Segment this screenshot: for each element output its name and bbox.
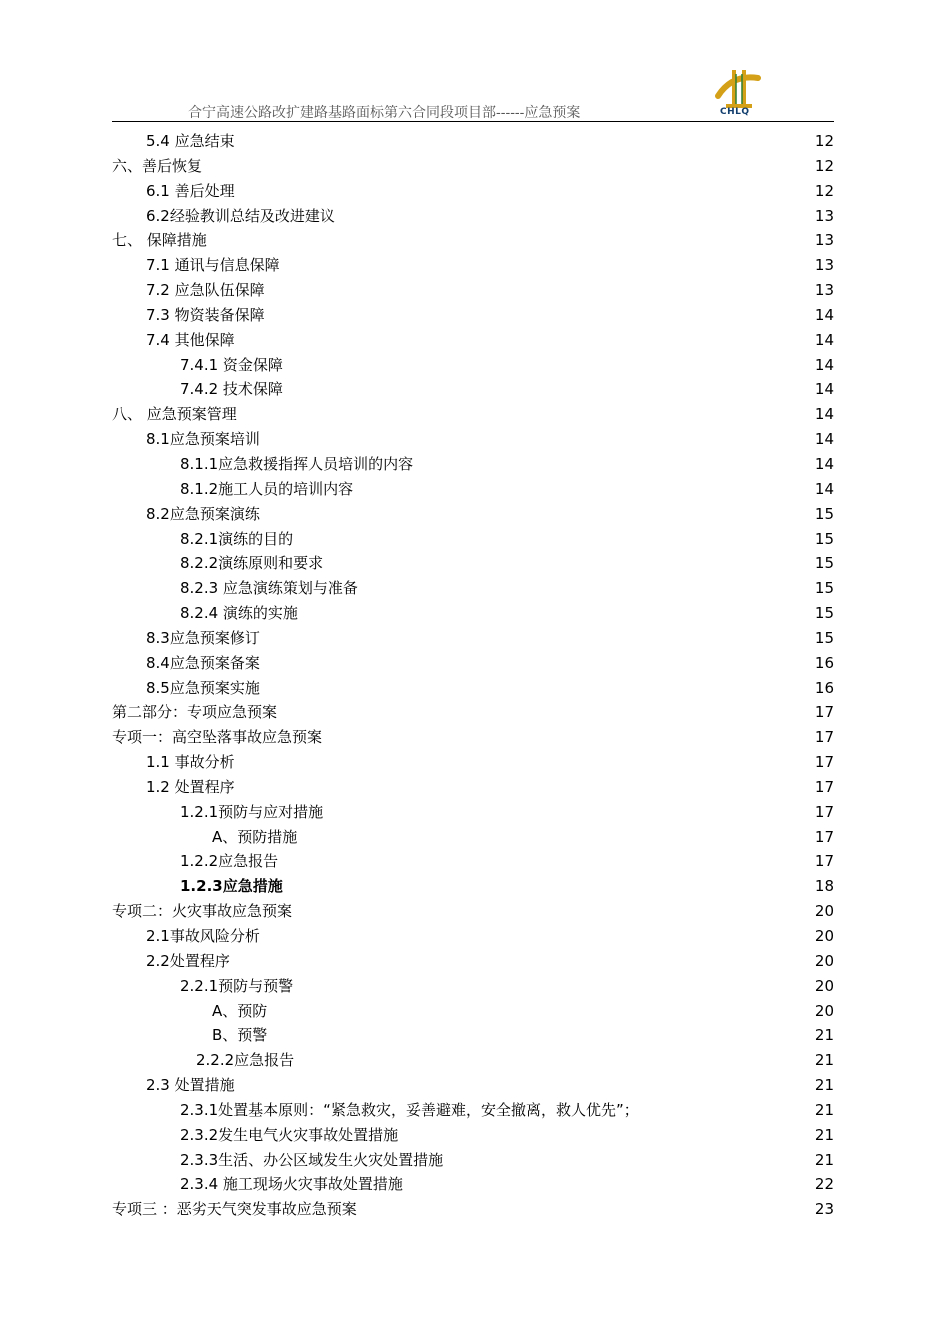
toc-entry[interactable]	[112, 1048, 834, 1073]
toc-entry[interactable]	[112, 750, 834, 775]
toc-entry[interactable]	[112, 328, 834, 353]
toc-entry-label: 2.3.3生活、办公区域发生火灾处置措施	[180, 1150, 444, 1169]
toc-entry-label: 8.1.2施工人员的培训内容	[180, 479, 354, 498]
toc-entry-label: 2.1事故风险分析	[146, 927, 260, 945]
toc-entry-label: 专项二：火灾事故应急预案	[112, 902, 293, 921]
toc-entry-page-number: 23	[814, 1200, 834, 1219]
toc-entry-page-number: 14	[814, 330, 834, 349]
toc-entry[interactable]	[112, 700, 834, 725]
toc-entry-label: 6.2经验教训总结及改进建议	[146, 206, 335, 225]
toc-entry-page-number: 15	[814, 529, 834, 548]
toc-entry-page-number: 21	[814, 1026, 834, 1045]
toc-entry[interactable]	[112, 1023, 834, 1048]
toc-entry[interactable]	[112, 228, 834, 253]
toc-entry[interactable]	[112, 303, 834, 328]
toc-entry-page-number: 17	[814, 728, 834, 747]
toc-entry-label: 2.3.2发生电气火灾事故处置措施	[180, 1125, 399, 1144]
toc-entry[interactable]	[112, 999, 834, 1024]
toc-entry-label: 8.2.3 应急演练策划与准备	[180, 579, 358, 598]
toc-entry[interactable]	[112, 402, 834, 427]
toc-entry-label: 7.4 其他保障	[146, 330, 235, 349]
toc-entry-page-number: 14	[814, 380, 834, 399]
toc-entry-page-number: 12	[814, 132, 834, 150]
toc-entry-page-number: 15	[814, 604, 834, 623]
toc-entry[interactable]	[112, 651, 834, 676]
toc-entry[interactable]	[112, 427, 834, 452]
toc-entry-page-number: 12	[814, 156, 834, 175]
toc-entry-label: 专项一：高空坠落事故应急预案	[112, 728, 323, 747]
toc-entry[interactable]	[112, 899, 834, 924]
toc-entry-label: 专项三 ：恶劣天气突发事故应急预案	[112, 1200, 357, 1219]
toc-entry-page-number: 17	[814, 777, 834, 796]
toc-entry-label: 5.4 应急结束	[146, 132, 235, 150]
toc-entry[interactable]	[112, 601, 834, 626]
toc-entry[interactable]	[112, 129, 834, 154]
toc-entry[interactable]	[112, 1148, 834, 1173]
toc-entry-label: 2.3.4 施工现场火灾事故处置措施	[180, 1175, 403, 1194]
logo-text: CHLQ	[720, 107, 750, 117]
document-header-title: 合宁高速公路改扩建路基路面标第六合同段项目部------应急预案	[188, 105, 581, 121]
toc-entry[interactable]	[112, 725, 834, 750]
toc-entry-page-number: 13	[814, 231, 834, 250]
toc-entry-label: 1.2.1预防与应对措施	[180, 802, 324, 821]
toc-entry[interactable]	[112, 626, 834, 651]
toc-entry-page-number: 15	[814, 579, 834, 598]
toc-entry[interactable]	[112, 253, 834, 278]
toc-entry-page-number: 20	[814, 951, 834, 970]
toc-entry-page-number: 15	[814, 554, 834, 573]
toc-entry-label: 8.4应急预案备案	[146, 653, 260, 672]
toc-entry-page-number: 16	[814, 653, 834, 672]
toc-entry-label: 8.2.2演练原则和要求	[180, 554, 324, 573]
toc-entry-label: 8.2应急预案演练	[146, 504, 260, 523]
toc-entry[interactable]	[112, 974, 834, 999]
toc-entry[interactable]	[112, 576, 834, 601]
toc-entry-label: 7.4.1 资金保障	[180, 355, 283, 374]
toc-entry-page-number: 17	[814, 827, 834, 846]
toc-entry-page-number: 15	[814, 504, 834, 523]
toc-entry[interactable]	[112, 278, 834, 303]
toc-entry[interactable]	[112, 551, 834, 576]
toc-entry[interactable]	[112, 477, 834, 502]
toc-entry-page-number: 17	[814, 852, 834, 871]
toc-entry[interactable]	[112, 775, 834, 800]
toc-entry[interactable]	[112, 874, 834, 899]
toc-entry-label: 7.3 物资装备保障	[146, 305, 265, 324]
toc-entry-page-number: 20	[814, 976, 834, 995]
toc-entry-page-number: 13	[814, 281, 834, 300]
toc-entry-page-number: 21	[814, 1125, 834, 1144]
toc-entry-label: 七、 保障措施	[112, 231, 207, 250]
toc-entry[interactable]	[112, 1172, 834, 1197]
toc-entry-label: 1.2.3应急措施	[180, 877, 283, 896]
toc-entry-label: 7.1 通讯与信息保障	[146, 256, 280, 275]
toc-entry[interactable]	[112, 1098, 834, 1123]
toc-entry[interactable]	[112, 1197, 834, 1222]
toc-entry-label: 8.5应急预案实施	[146, 678, 260, 697]
toc-entry[interactable]	[112, 849, 834, 874]
toc-entry-label: 8.3应急预案修订	[146, 628, 260, 647]
toc-entry-page-number: 20	[814, 927, 834, 945]
toc-entry-label: 8.2.4 演练的实施	[180, 604, 298, 623]
toc-entry[interactable]	[112, 800, 834, 825]
toc-entry[interactable]	[112, 353, 834, 378]
toc-entry[interactable]	[112, 452, 834, 477]
toc-entry-label: 7.4.2 技术保障	[180, 380, 283, 399]
toc-entry-label: 6.1 善后处理	[146, 181, 235, 200]
toc-entry-label: 2.2.1预防与预警	[180, 976, 294, 995]
toc-entry-page-number: 14	[814, 355, 834, 374]
toc-entry[interactable]	[112, 377, 834, 402]
toc-entry-label: A、预防措施	[212, 827, 298, 846]
toc-entry-page-number: 14	[814, 405, 834, 424]
toc-entry-page-number: 18	[814, 877, 834, 896]
toc-entry-label: 1.2 处置程序	[146, 777, 235, 796]
table-of-contents	[112, 129, 834, 1222]
toc-entry-label: 8.1.1应急救援指挥人员培训的内容	[180, 454, 414, 473]
toc-entry-page-number: 13	[814, 206, 834, 225]
toc-entry-page-number: 14	[814, 454, 834, 473]
toc-entry-label: 7.2 应急队伍保障	[146, 281, 265, 300]
toc-entry-page-number: 17	[814, 802, 834, 821]
toc-entry-label: 2.3 处置措施	[146, 1076, 235, 1095]
toc-entry[interactable]	[112, 204, 834, 229]
toc-entry-page-number: 17	[814, 753, 834, 772]
toc-entry[interactable]	[112, 1123, 834, 1148]
toc-entry[interactable]	[112, 825, 834, 850]
toc-entry-page-number: 12	[814, 181, 834, 200]
toc-entry-page-number: 13	[814, 256, 834, 275]
toc-entry-label: 8.2.1演练的目的	[180, 529, 294, 548]
toc-entry[interactable]	[112, 949, 834, 974]
toc-entry-page-number: 14	[814, 479, 834, 498]
toc-entry-page-number: 14	[814, 430, 834, 449]
toc-entry-page-number: 21	[814, 1051, 834, 1070]
toc-entry[interactable]	[112, 527, 834, 552]
toc-entry-page-number: 22	[814, 1175, 834, 1194]
toc-entry-page-number: 20	[814, 902, 834, 921]
toc-entry-label: A、预防	[212, 1001, 268, 1020]
toc-entry[interactable]	[112, 1073, 834, 1098]
toc-entry-label: 2.2处置程序	[146, 951, 230, 970]
toc-entry-page-number: 16	[814, 678, 834, 697]
toc-entry-label: 六、善后恢复	[112, 156, 203, 175]
toc-entry-page-number: 21	[814, 1100, 834, 1119]
toc-entry-page-number: 17	[814, 703, 834, 722]
toc-entry[interactable]	[112, 502, 834, 527]
header-rule	[112, 121, 834, 122]
toc-entry[interactable]	[112, 179, 834, 204]
toc-entry-label: 1.1 事故分析	[146, 753, 235, 772]
toc-entry-page-number: 14	[814, 305, 834, 324]
toc-entry[interactable]	[112, 924, 834, 949]
toc-entry-page-number: 21	[814, 1076, 834, 1095]
toc-entry[interactable]	[112, 154, 834, 179]
toc-entry-label: B、预警	[212, 1026, 268, 1045]
toc-entry-label: 八、 应急预案管理	[112, 405, 237, 424]
toc-entry-label: 第二部分：专项应急预案	[112, 703, 278, 722]
toc-entry-label: 1.2.2应急报告	[180, 852, 279, 871]
toc-entry-label: 2.2.2应急报告	[196, 1051, 295, 1070]
toc-entry-page-number: 20	[814, 1001, 834, 1020]
toc-entry-label: 8.1应急预案培训	[146, 430, 260, 449]
toc-entry-page-number: 15	[814, 628, 834, 647]
toc-entry-page-number: 21	[814, 1150, 834, 1169]
toc-entry[interactable]	[112, 676, 834, 701]
toc-entry-label: 2.3.1处置基本原则：“紧急救灾，妥善避难，安全撤离，救人优先”；	[180, 1100, 639, 1119]
